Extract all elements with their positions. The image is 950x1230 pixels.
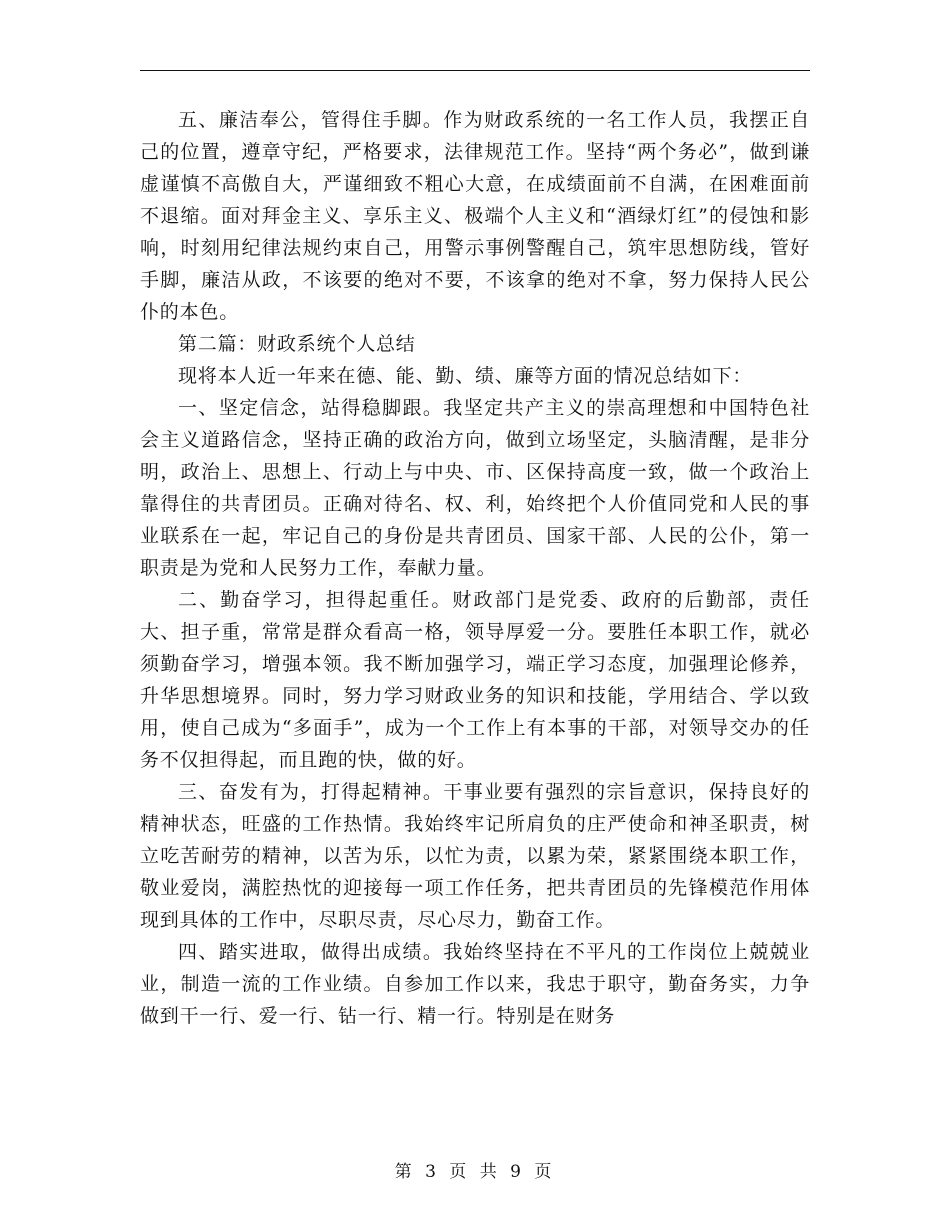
paragraph-intro: 现将本人近一年来在德、能、勤、绩、廉等方面的情况总结如下： — [178, 365, 753, 387]
header-rule — [140, 70, 810, 71]
paragraph-achievement: 四、踏实进取，做得出成绩。我始终坚持在不平凡的工作岗位上兢兢业业，制造一流的工作业绩。自参加工作以来，我忠于职守，勤奋务实，力争做到干一行、爱一行、钻一行、精一行。特别是在财务 — [140, 941, 810, 1027]
section-heading: 第二篇：财政系统个人总结 — [178, 333, 416, 355]
page-number: 第 3 页 共 9 页 — [394, 1162, 556, 1182]
paragraph-study: 二、勤奋学习，担得起重任。财政部门是党委、政府的后勤部，责任大、担子重，常常是群众看高一格，领导厚爱一分。要胜任本职工作，就必须勤奋学习，增强本领。我不断加强学习，端正学习态度，加强理论修养，升华思想境界。同时，努力学习财政业务的知识和技能，学用结合、学以致用，使自己成为“多面手”，成为一个工作上有本事的干部，对领导交办的任务不仅担得起，而且跑的快，做的好。 — [140, 589, 810, 771]
paragraph-belief: 一、坚定信念，站得稳脚跟。我坚定共产主义的崇高理想和中国特色社会主义道路信念，坚持正确的政治方向，做到立场坚定，头脑清醒，是非分明，政治上、思想上、行动上与中央、市、区保持高度一致，做一个政治上靠得住的共青团员。正确对待名、权、利，始终把个人价值同党和人民的事业联系在一起，牢记自己的身份是共青团员、国家干部、人民的公仆，第一职责是为党和人民努力工作，奉献力量。 — [140, 397, 810, 579]
paragraph-integrity: 五、廉洁奉公，管得住手脚。作为财政系统的一名工作人员，我摆正自己的位置，遵章守纪，严格要求，法律规范工作。坚持“两个务必”，做到谦虚谨慎不高傲自大，严谨细致不粗心大意，在成绩面前不自满，在困难面前不退缩。面对拜金主义、享乐主义、极端个人主义和“酒绿灯红”的侵蚀和影响，时刻用纪律法规约束自己，用警示事例警醒自己，筑牢思想防线，管好手脚，廉洁从政，不该要的绝对不要，不该拿的绝对不拿，努力保持人民公仆的本色。 — [140, 109, 810, 323]
paragraph-spirit: 三、奋发有为，打得起精神。干事业要有强烈的宗旨意识，保持良好的精神状态，旺盛的工作热情。我始终牢记所肩负的庄严使命和神圣职责，树立吃苦耐劳的精神，以苦为乐，以忙为责，以累为荣，紧紧围绕本职工作，敬业爱岗，满腔热忱的迎接每一项工作任务，把共青团员的先锋模范作用体现到具体的工作中，尽职尽责，尽心尽力，勤奋工作。 — [140, 781, 810, 931]
document-body — [140, 104, 810, 1032]
